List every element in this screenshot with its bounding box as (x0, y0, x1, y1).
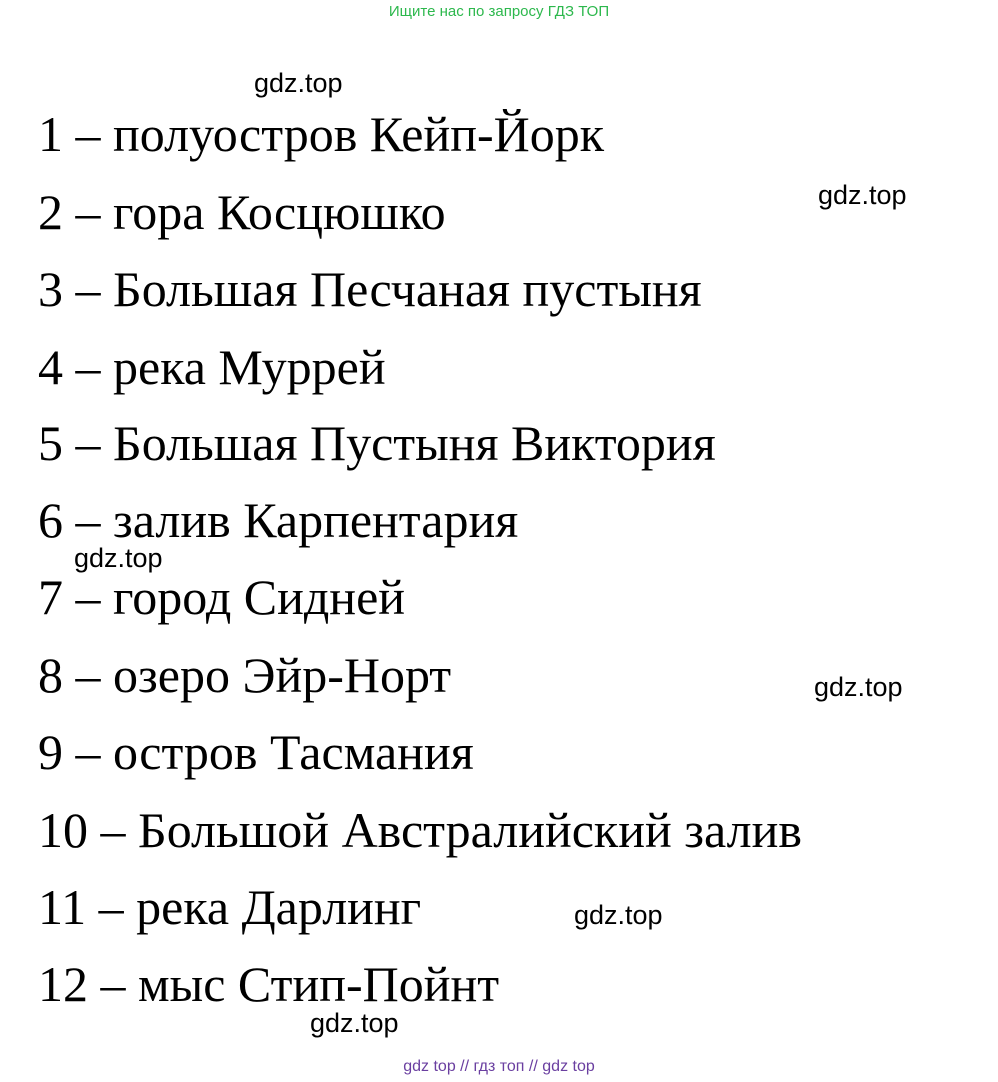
watermark: gdz.top (74, 543, 163, 573)
list-item-9: 9 – остров Тасмания (38, 724, 474, 780)
footer-link-3[interactable]: gdz top (542, 1058, 595, 1075)
list-item-10: 10 – Большой Австралийский залив (38, 802, 802, 858)
list-item-11: 11 – река Дарлинг (38, 879, 422, 935)
footer-separator: // (528, 1058, 538, 1075)
footer (0, 1056, 998, 1078)
list-item-8: 8 – озеро Эйр-Норт (38, 647, 452, 703)
list-item-1: 1 – полуостров Кейп-Йорк (38, 106, 605, 162)
footer-link-2[interactable]: гдз топ (473, 1058, 525, 1075)
watermark: gdz.top (574, 900, 663, 930)
top-banner: Ищите нас по запросу ГДЗ ТОП (388, 3, 610, 20)
watermark: gdz.top (818, 180, 907, 210)
list-item-4: 4 – река Муррей (38, 339, 386, 395)
list-item-12: 12 – мыс Стип-Пойнт (38, 956, 500, 1012)
list-item-6: 6 – залив Карпентария (38, 492, 519, 548)
watermark: gdz.top (254, 68, 343, 98)
list-item-5: 5 – Большая Пустыня Виктория (38, 415, 716, 471)
list-item-3: 3 – Большая Песчаная пустыня (38, 261, 702, 317)
footer-separator: // (460, 1058, 470, 1075)
list-item-2: 2 – гора Косцюшко (38, 184, 446, 240)
watermark: gdz.top (814, 672, 903, 702)
list-item-7: 7 – город Сидней (38, 569, 406, 625)
footer-link-1[interactable]: gdz top (403, 1058, 456, 1075)
watermark: gdz.top (310, 1008, 399, 1038)
